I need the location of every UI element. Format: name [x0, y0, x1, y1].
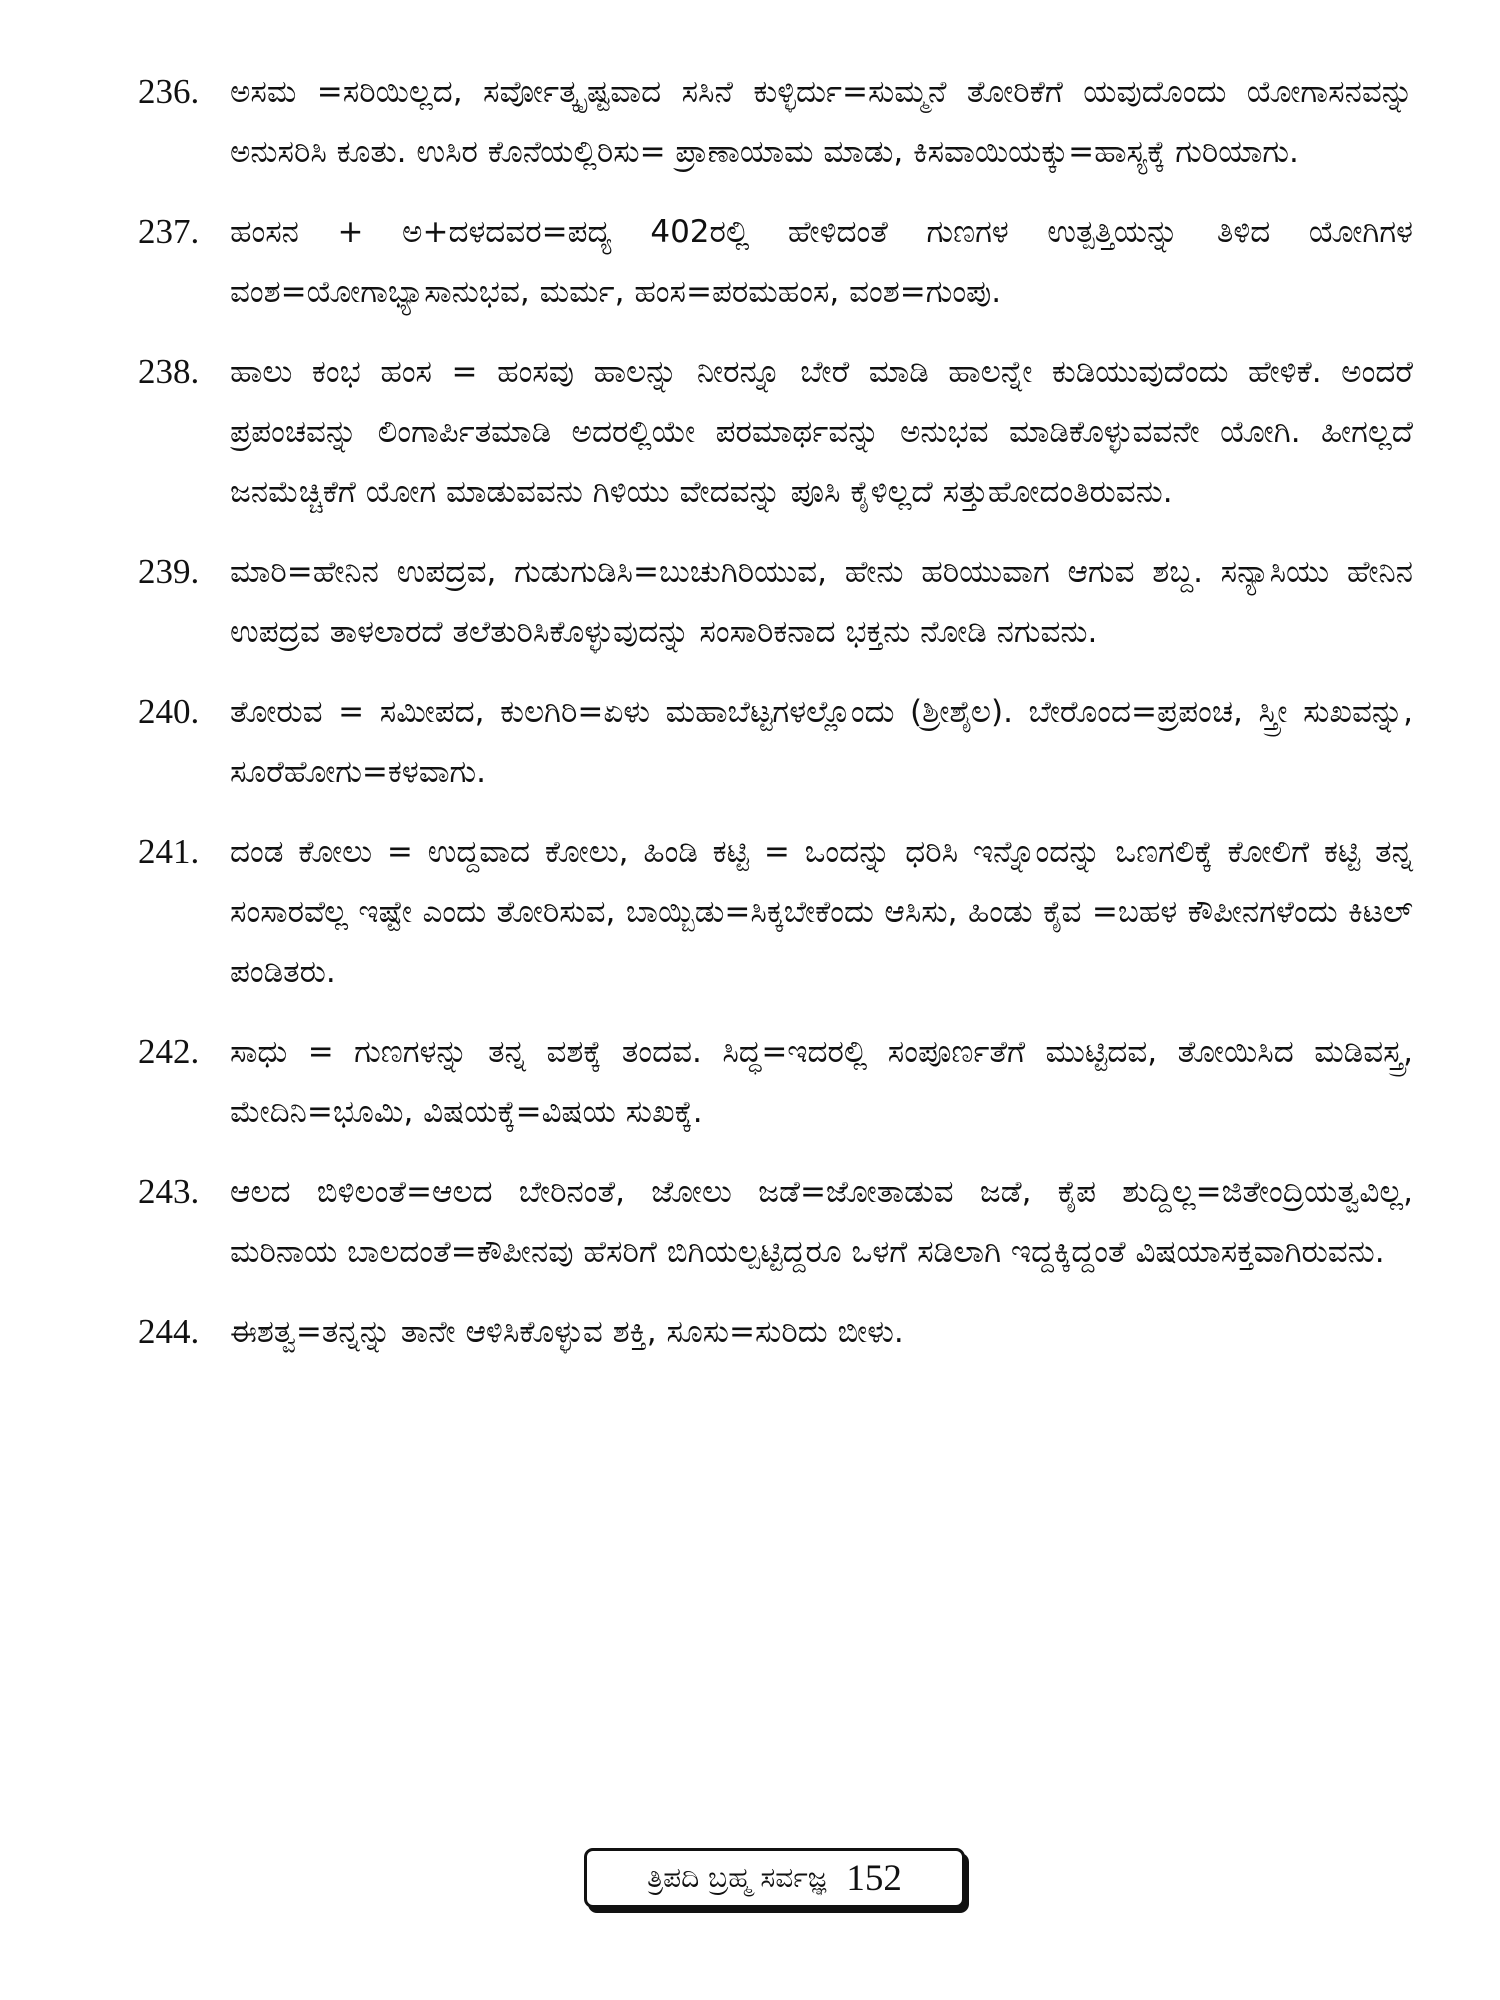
glossary-notes-list — [138, 62, 1413, 1382]
note-text: ಹಂಸನ + ಅ+ದಳದವರ=ಪದ್ಯ 402ರಲ್ಲಿ ಹೇಳಿದಂತೆ ಗುಣಗಳ ಉತ್ಪತ್ತಿಯನ್ನು ತಿಳಿದ ಯೋಗಿಗಳ ವಂಶ=ಯೋಗಾಭ್ಯಾಸಾನುಭವ, ಮರ್ಮ, ಹಂಸ=ಪರಮಹಂಸ, ವಂಶ=ಗುಂಪು. — [230, 214, 1413, 310]
note-text: ಸಾಧು = ಗುಣಗಳನ್ನು ತನ್ನ ವಶಕ್ಕೆ ತಂದವ. ಸಿದ್ಧ=ಇದರಲ್ಲಿ ಸಂಪೂರ್ಣತೆಗೆ ಮುಟ್ಟಿದವ, ತೋಯಿಸಿದ ಮಡಿವಸ್ತ್ರ, ಮೇದಿನಿ=ಭೂಮಿ, ವಿಷಯಕ್ಕೆ=ವಿಷಯ ಸುಖಕ್ಕೆ. — [230, 1034, 1413, 1130]
note-text: ಈಶತ್ವ=ತನ್ನನ್ನು ತಾನೇ ಆಳಿಸಿಕೊಳ್ಳುವ ಶಕ್ತಿ, ಸೂಸು=ಸುರಿದು ಬೀಳು. — [230, 1314, 904, 1350]
note-item — [138, 1162, 1413, 1282]
note-number: 244. — [138, 1312, 200, 1351]
note-text: ಮಾರಿ=ಹೇನಿನ ಉಪದ್ರವ, ಗುಡುಗುಡಿಸಿ=ಬುಚುಗಿರಿಯುವ, ಹೇನು ಹರಿಯುವಾಗ ಆಗುವ ಶಬ್ದ. ಸನ್ಯಾಸಿಯು ಹೇನಿನ ಉಪದ್ರವ ತಾಳಲಾರದೆ ತಲೆತುರಿಸಿಕೊಳ್ಳುವುದನ್ನು ಸಂಸಾರಿಕನಾದ ಭಕ್ತನು ನೋಡಿ ನಗುವನು. — [230, 554, 1413, 650]
note-number: 236. — [138, 72, 200, 111]
note-number: 238. — [138, 352, 200, 391]
note-item — [138, 1302, 1413, 1362]
note-item — [138, 1022, 1413, 1142]
book-title: ತ್ರಿಪದಿ ಬ್ರಹ್ಮ ಸರ್ವಜ್ಞ — [647, 1861, 827, 1894]
page-footer — [584, 1848, 965, 1908]
note-item — [138, 202, 1413, 322]
note-text: ಅಸಮ =ಸರಿಯಿಲ್ಲದ, ಸರ್ವೋತ್ಕೃಷ್ಟವಾದ ಸಸಿನೆ ಕುಳ್ಳಿರ್ದು=ಸುಮ್ಮನೆ ತೋರಿಕೆಗೆ ಯವುದೊಂದು ಯೋಗಾಸನವನ್ನು ಅನುಸರಿಸಿ ಕೂತು. ಉಸಿರ ಕೊನೆಯಲ್ಲಿರಿಸು= ಪ್ರಾಣಾಯಾಮ ಮಾಡು, ಕಿಸವಾಯಿಯಕ್ಕು=ಹಾಸ್ಯಕ್ಕೆ ಗುರಿಯಾಗು. — [230, 74, 1413, 170]
note-item — [138, 822, 1413, 1002]
note-number: 241. — [138, 832, 200, 871]
note-text: ಹಾಲು ಕಂಭ ಹಂಸ = ಹಂಸವು ಹಾಲನ್ನು ನೀರನ್ನೂ ಬೇರೆ ಮಾಡಿ ಹಾಲನ್ನೇ ಕುಡಿಯುವುದೆಂದು ಹೇಳಿಕೆ. ಅಂದರೆ ಪ್ರಪಂಚವನ್ನು ಲಿಂಗಾರ್ಪಿತಮಾಡಿ ಅದರಲ್ಲಿಯೇ ಪರಮಾರ್ಥವನ್ನು ಅನುಭವ ಮಾಡಿಕೊಳ್ಳುವವನೇ ಯೋಗಿ. ಹೀಗಲ್ಲದೆ ಜನಮೆಚ್ಚಿಕೆಗೆ ಯೋಗ ಮಾಡುವವನು ಗಿಳಿಯು ವೇದವನ್ನು ಪೂಸಿ ಕೈಳಿಲ್ಲದೆ ಸತ್ತುಹೋದಂತಿರುವನು. — [230, 354, 1413, 510]
note-item — [138, 62, 1413, 182]
note-number: 242. — [138, 1032, 200, 1071]
note-number: 237. — [138, 212, 200, 251]
note-item — [138, 682, 1413, 802]
note-item — [138, 542, 1413, 662]
note-text: ದಂಡ ಕೋಲು = ಉದ್ದವಾದ ಕೋಲು, ಹಿಂಡಿ ಕಟ್ಟಿ = ಒಂದನ್ನು ಧರಿಸಿ ಇನ್ನೊಂದನ್ನು ಒಣಗಲಿಕ್ಕೆ ಕೋಲಿಗೆ ಕಟ್ಟಿ ತನ್ನ ಸಂಸಾರವೆಲ್ಲ ಇಷ್ಟೇ ಎಂದು ತೋರಿಸುವ, ಬಾಯ್ಬಿಡು=ಸಿಕ್ಕಬೇಕೆಂದು ಆಸಿಸು, ಹಿಂಡು ಕೈವ =ಬಹಳ ಕೌಪೀನಗಳೆಂದು ಕಿಟಲ್ ಪಂಡಿತರು. — [230, 834, 1413, 990]
note-text: ತೋರುವ = ಸಮೀಪದ, ಕುಲಗಿರಿ=ಏಳು ಮಹಾಬೆಟ್ಟಗಳಲ್ಲೊಂದು (ಶ್ರೀಶೈಲ). ಬೇರೊಂದ=ಪ್ರಪಂಚ, ಸ್ತ್ರೀ ಸುಖವನ್ನು, ಸೂರೆಹೋಗು=ಕಳವಾಗು. — [230, 694, 1413, 790]
note-item — [138, 342, 1413, 522]
page-number: 152 — [846, 1857, 902, 1899]
note-text: ಆಲದ ಬಿಳಿಲಂತೆ=ಆಲದ ಬೇರಿನಂತೆ, ಜೋಲು ಜಡೆ=ಜೋತಾಡುವ ಜಡೆ, ಕೈಪ ಶುದ್ದಿಲ್ಲ=ಜಿತೇಂದ್ರಿಯತ್ವವಿಲ್ಲ, ಮರಿನಾಯ ಬಾಲದಂತೆ=ಕೌಪೀನವು ಹೆಸರಿಗೆ ಬಿಗಿಯಲ್ಪಟ್ಟಿದ್ದರೂ ಒಳಗೆ ಸಡಿಲಾಗಿ ಇದ್ದಕ್ಕಿದ್ದಂತೆ ವಿಷಯಾಸಕ್ತವಾಗಿರುವನು. — [230, 1174, 1413, 1270]
note-number: 243. — [138, 1172, 200, 1211]
note-number: 239. — [138, 552, 200, 591]
note-number: 240. — [138, 692, 200, 731]
